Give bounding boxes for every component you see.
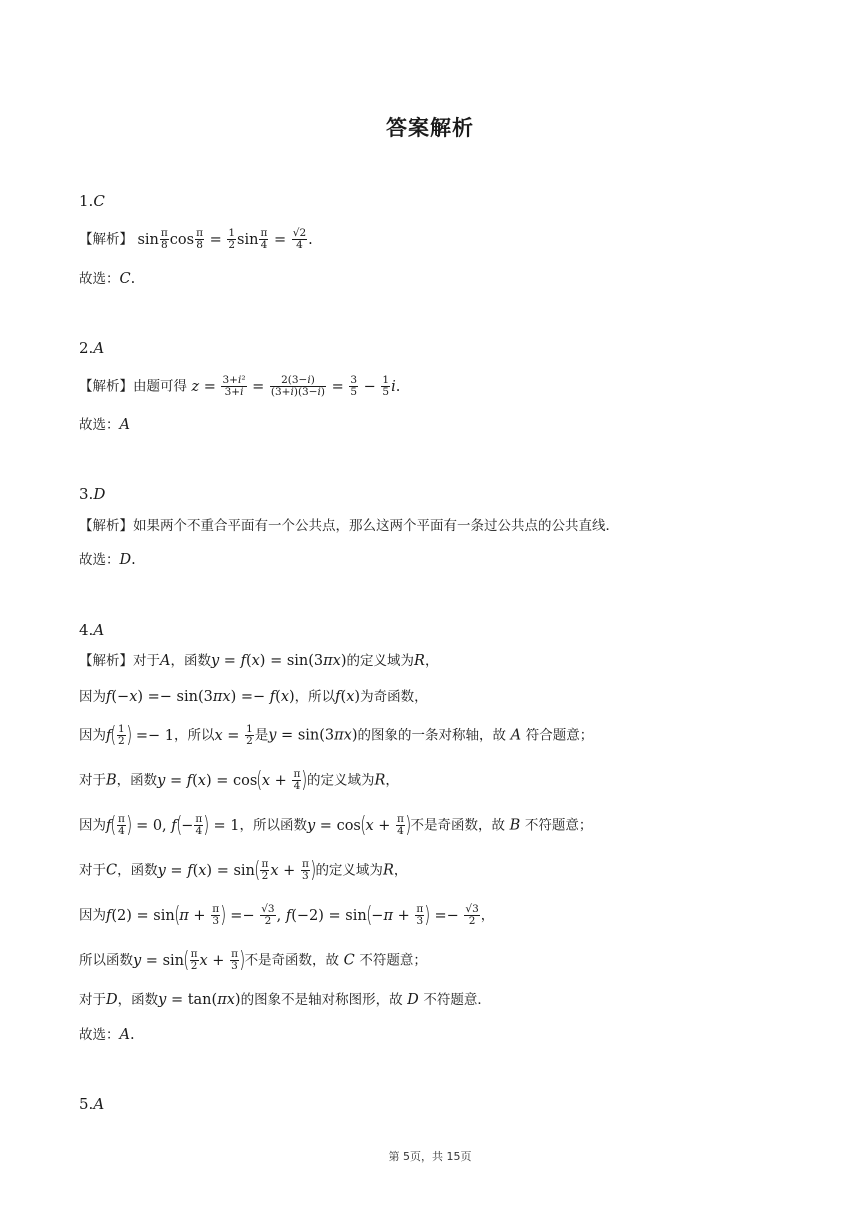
answer-letter: A <box>93 621 105 639</box>
question-number: 5. <box>79 1095 94 1113</box>
analysis-label: 【解析】 <box>79 518 133 534</box>
final-label: 故选： <box>79 417 120 433</box>
analysis-label: 【解析】 <box>79 231 133 248</box>
question-4-line-1: 【解析】对于A，函数y = f(x) = sin(3πx)的定义域为R， <box>79 653 439 669</box>
question-3-header <box>79 483 105 505</box>
final-label: 故选： <box>79 1027 120 1043</box>
page-title: 答案解析 <box>386 116 474 140</box>
final-answer: C <box>119 271 131 287</box>
final-answer: A <box>119 1027 130 1043</box>
question-number: 1. <box>79 192 94 210</box>
analysis-label: 【解析】 <box>79 378 133 395</box>
final-label: 故选： <box>79 552 120 568</box>
answer-letter: A <box>93 339 105 357</box>
question-number: 3. <box>79 485 94 503</box>
question-number: 4. <box>79 621 94 639</box>
question-1-final: 故选：C. <box>79 271 136 287</box>
question-4-line-5: 因为f( $\frac{\pi}{4}$ ) = 0, f(− $\frac{\pi}{4}$ ) = 1，所以函数y = cos(x + $\frac{\pi}{4}$ )不是奇函数，故 B 不符题意； <box>79 812 593 838</box>
answer-letter: A <box>93 1095 105 1113</box>
question-5-header <box>79 1093 104 1115</box>
question-2-analysis: 【解析】由题可得 z = $\frac{\text{3+i²}}{3+i}$ = $\frac{2(3-i)}{(3+i)(3-i)}$ = $\frac{3}{5}$ − $\frac{1}{5}$ i. <box>79 374 401 398</box>
question-4-header <box>79 619 104 641</box>
question-2-final <box>79 414 130 436</box>
question-4-line-8: 所以函数y = sin( $\frac{\pi}{2}$ x + $\frac{\pi}{3}$ )不是奇函数，故 C 不符题意； <box>79 947 427 973</box>
question-number: 2. <box>79 339 94 357</box>
answer-letter: D <box>93 485 106 503</box>
question-4-line-4: 对于B，函数y = f(x) = cos(x + $\frac{\pi}{4}$ )的定义域为R， <box>79 767 399 793</box>
question-4-line-9: 对于D，函数y = tan(πx)的图象不是轴对称图形，故 D 不符题意． <box>79 992 491 1008</box>
final-answer: A <box>119 417 130 433</box>
page-footer: 第 5页，共 15页 <box>388 1150 472 1163</box>
question-1-analysis <box>79 228 313 251</box>
question-2-header <box>79 337 104 359</box>
answer-letter: C <box>93 192 105 210</box>
question-4-line-3: 因为f( $\frac{1}{2}$ ) =− 1，所以x = $\frac{1}{2}$ 是y = sin(3πx)的图象的一条对称轴，故 A 符合题意； <box>79 722 594 748</box>
final-answer: D <box>119 552 132 568</box>
question-3-analysis: 【解析】如果两个不重合平面有一个公共点，那么这两个平面有一条过公共点的公共直线． <box>79 518 619 534</box>
question-1-header <box>79 190 105 212</box>
question-4-line-7: 因为f(2) = sin(π + $\frac{\pi}{3}$ ) =− $\frac{√3}{2}$ , f(−2) = sin(−π + $\frac{\pi}{3}$ ) =− $\frac{√3}{2}$ ， <box>79 902 495 928</box>
question-3-final: 故选：D. <box>79 552 136 568</box>
question-4-line-2: 因为f(−x) =− sin(3πx) =− f(x)，所以f(x)为奇函数， <box>79 689 428 705</box>
math-expression: sin $\frac{\pi}{8}$ cos $\frac{\pi}{8}$ = $\frac{1}{2}$ sin $\frac{\pi}{4}$ = $\frac{√2}{4}$ . <box>137 227 313 251</box>
question-4-line-6: 对于C，函数y = f(x) = sin( $\frac{\pi}{2}$ x + $\frac{\pi}{3}$ )的定义域为R， <box>79 857 408 883</box>
question-4-final: 故选：A. <box>79 1027 135 1043</box>
math-expression: z = $\frac{\text{3+i²}}{3+i}$ = $\frac{2(3-i)}{(3+i)(3-i)}$ = $\frac{3}{5}$ − $\frac{1}{5}$ i. <box>191 374 401 398</box>
analysis-label: 【解析】 <box>79 653 133 669</box>
final-label: 故选： <box>79 271 120 287</box>
